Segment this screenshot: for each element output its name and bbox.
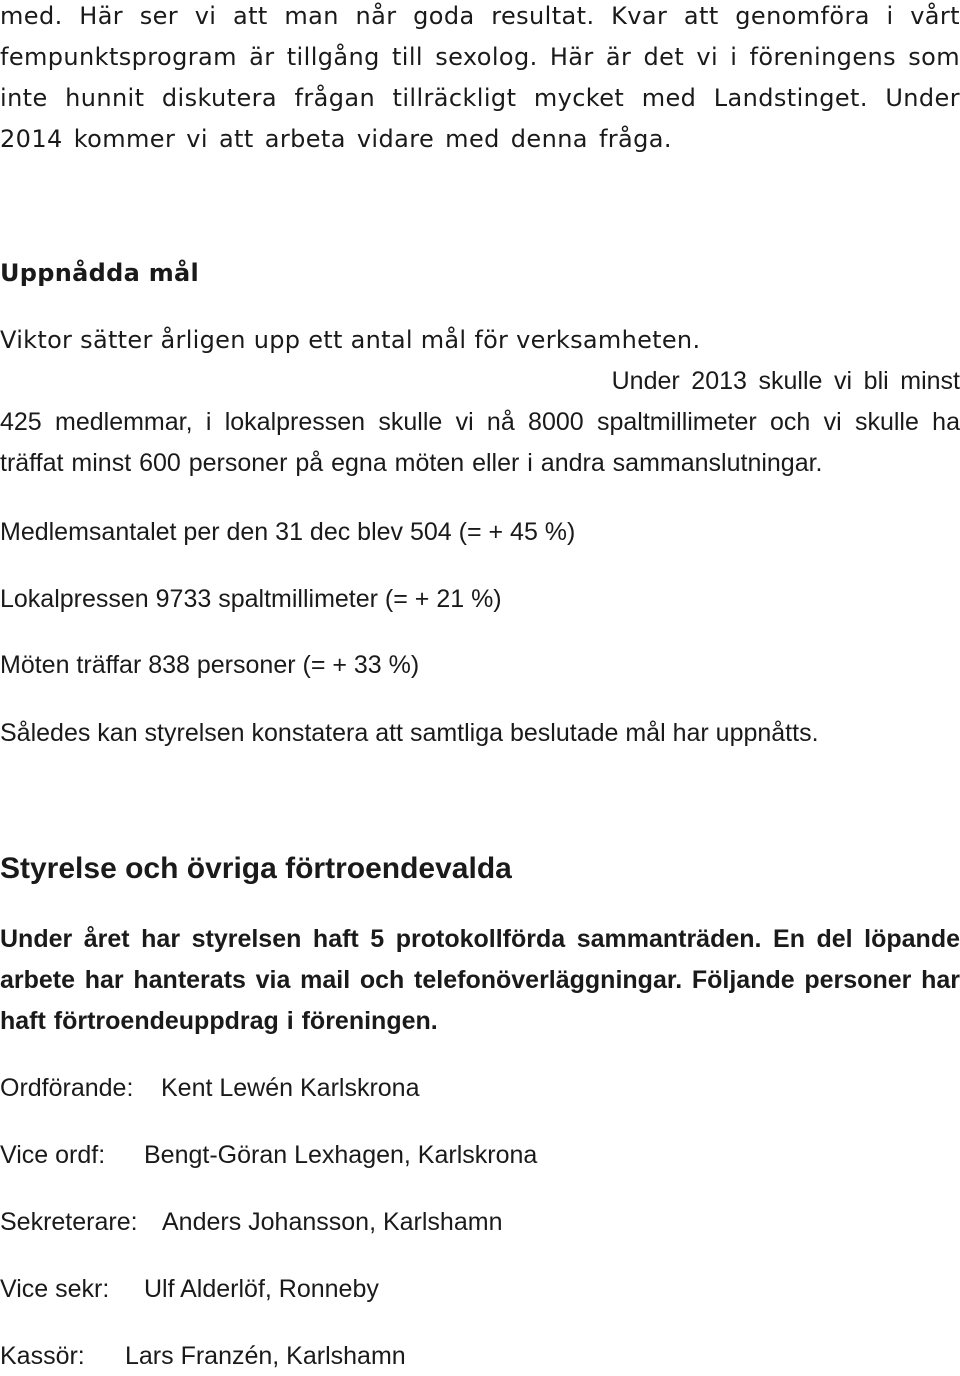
board-heading: Styrelse och övriga förtroendevalda [0,852,512,885]
member-name: Anders Johansson, Karlshamn [162,1208,503,1236]
member-role: Sekreterare: [0,1208,138,1236]
goals-targets-paragraph [0,361,960,484]
member-name: Kent Lewén Karlskrona [161,1074,420,1102]
member-role: Vice sekr: [0,1275,110,1303]
member-role: Vice ordf: [0,1141,106,1169]
member-name: Lars Franzén, Karlshamn [125,1342,406,1370]
goals-conclusion: Således kan styrelsen konstatera att samtliga beslutade mål har uppnåtts. [0,719,819,747]
press-result: Lokalpressen 9733 spaltmillimeter (= + 21 %) [0,585,502,613]
member-role: Ordförande: [0,1074,134,1102]
members-result: Medlemsantalet per den 31 dec blev 504 (= + 45 %) [0,518,576,546]
goals-heading: Uppnådda mål [0,259,200,287]
member-role: Kassör: [0,1342,85,1370]
goals-intro-line: Viktor sätter årligen upp ett antal mål för verksamheten. [0,326,701,354]
member-name: Ulf Alderlöf, Ronneby [144,1275,379,1303]
goals-targets-text: Under 2013 skulle vi bli minst 425 medlemmar, i lokalpressen skulle vi nå 8000 spaltmillimeter och vi skulle ha träffat minst 600 personer på egna möten eller i andra sammanslutningar. [0,367,960,477]
meetings-result: Möten träffar 838 personer (= + 33 %) [0,651,420,679]
board-paragraph: Under året har styrelsen haft 5 protokollförda sammanträden. En del löpande arbete har hanterats via mail och telefonöverläggningar. Följande personer har haft förtroendeuppdrag i föreningen. [0,925,960,1035]
intro-paragraph: med. Här ser vi att man når goda resultat. Kvar att genomföra i vårt fempunktsprogram är tillgång till sexolog. Här är det vi i föreningens som inte hunnit diskutera frågan tillräckligt mycket med Landstinget. Under 2014 kommer vi att arbeta vidare med denna fråga. [0,2,960,153]
member-name: Bengt-Göran Lexhagen, Karlskrona [144,1141,538,1169]
